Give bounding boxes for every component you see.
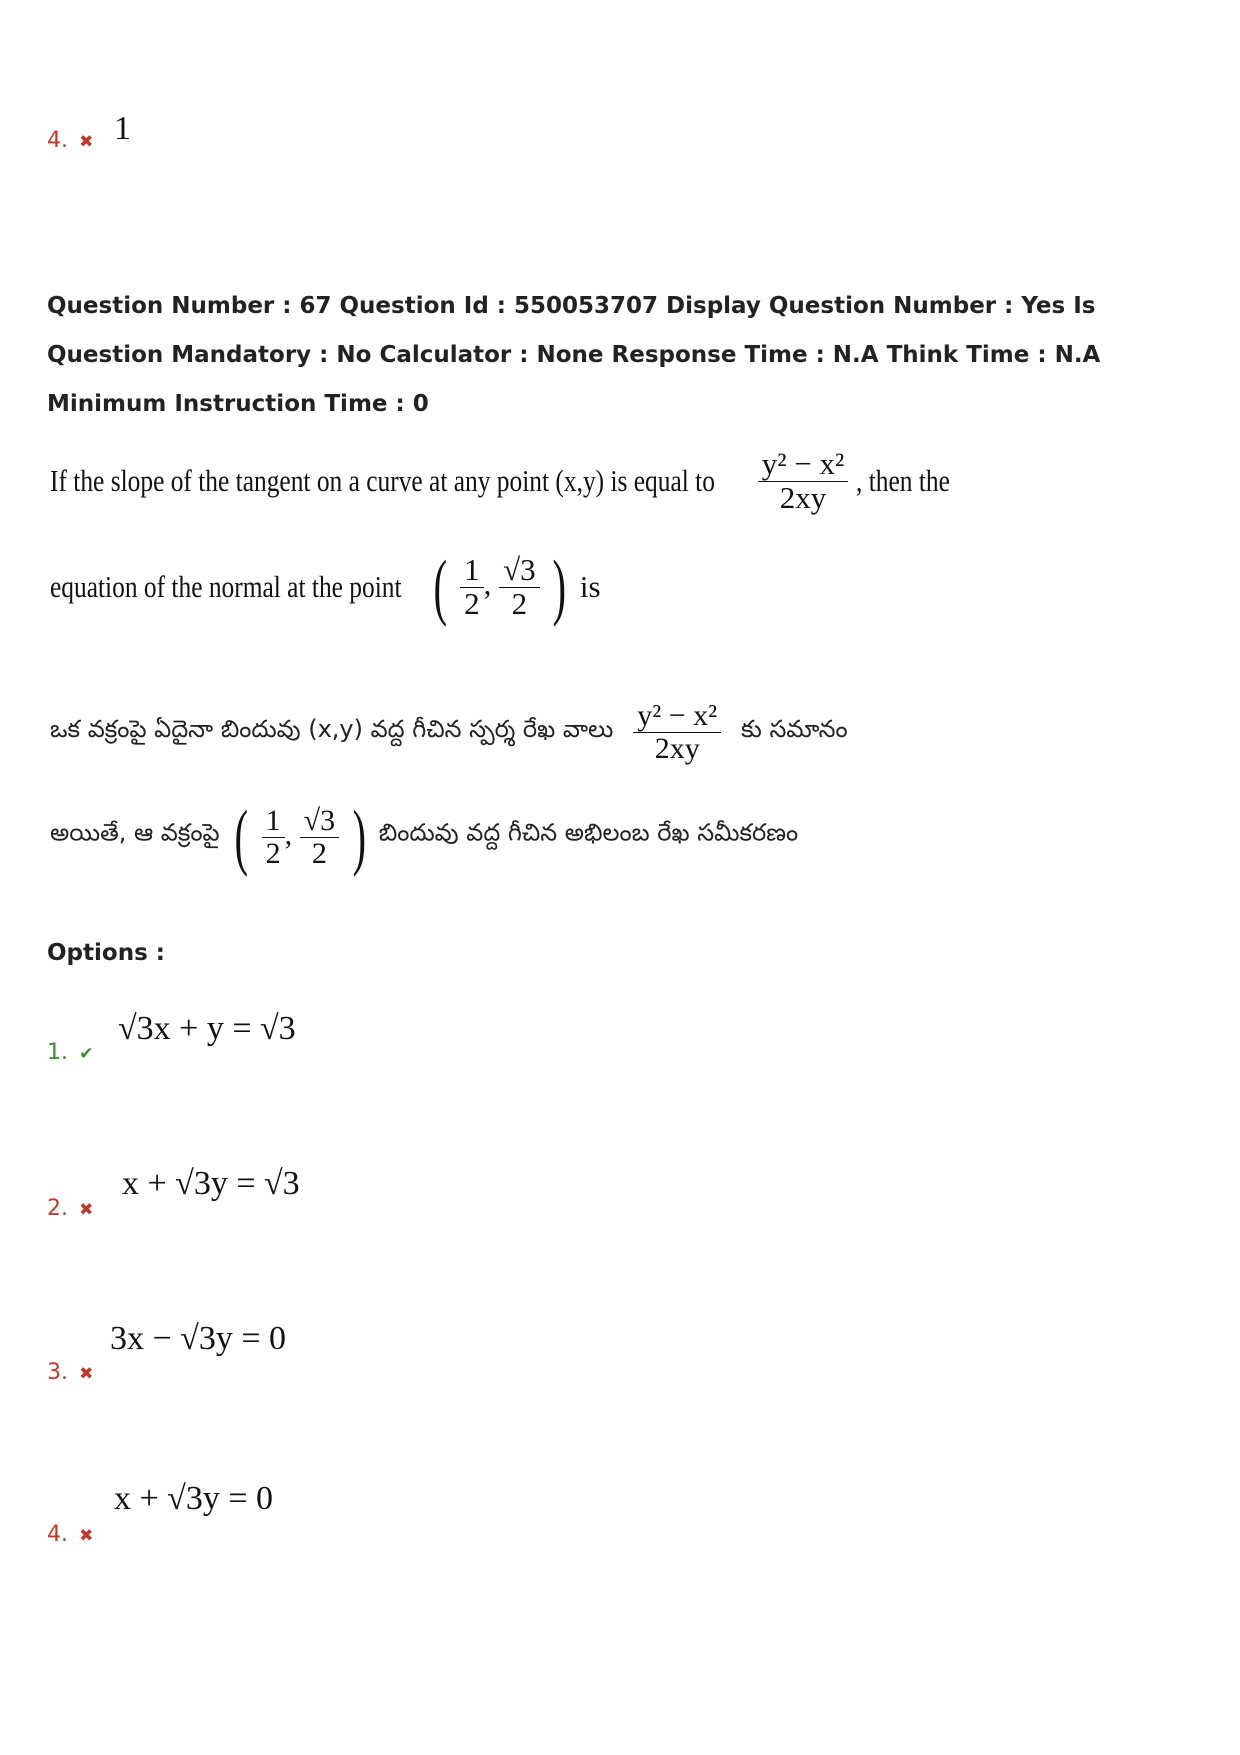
options-label: Options : <box>47 940 165 966</box>
option-number: 3. <box>47 1360 68 1385</box>
option-2-expression: x + √3y = √3 <box>122 1165 300 1202</box>
option-3[interactable] <box>47 1360 93 1385</box>
option-1-expression: √3x + y = √3 <box>118 1010 296 1047</box>
question-header: Question Number : 67 Question Id : 550053707 Display Question Number : Yes Is Question Mandatory : No Calculator : None Response Time : N.A Think Time : N.A Minimum Instruction Time : 0 <box>47 293 1101 417</box>
question-en-line2-text: equation of the normal at the point <box>50 569 402 604</box>
option-4-expression: x + √3y = 0 <box>114 1480 274 1517</box>
option-4[interactable] <box>47 1522 93 1547</box>
point-y-numerator: √3 <box>499 554 540 588</box>
option-2[interactable] <box>47 1196 93 1221</box>
cross-icon: ✖ <box>79 1200 94 1220</box>
cross-icon: ✖ <box>79 132 94 152</box>
question-te-line1-text: ఒక వక్రంపై ఏదైనా బిందువు (x,y) వద్ద గీచిన స్పర్శ రేఖ వాలు <box>50 715 614 743</box>
option-number: 2. <box>47 1196 68 1221</box>
point-x-denominator-te: 2 <box>265 836 281 870</box>
slope-fraction-te <box>633 700 721 764</box>
question-te-line2-text: అయితే, ఆ వక్రంపై <box>50 818 220 847</box>
question-te-line1 <box>50 700 848 764</box>
question-en-line1 <box>50 448 971 514</box>
option-number: 4. <box>47 1522 68 1547</box>
cross-icon: ✖ <box>79 1364 94 1384</box>
question-te-line1-tail: కు సమానం <box>741 715 848 743</box>
point-y-fraction <box>499 551 540 621</box>
slope-numerator: y² − x² <box>758 448 849 482</box>
slope-denominator-te: 2xy <box>654 731 700 765</box>
slope-numerator-te: y² − x² <box>633 700 721 733</box>
point-y-denominator: 2 <box>511 585 528 621</box>
option-1[interactable] <box>47 1040 93 1065</box>
point-x-denominator: 2 <box>464 585 480 621</box>
question-en-line2: equation of the normal at the point ( $\frac{1}{2}$ , $\frac{√3}{2}$ ) is <box>50 546 601 628</box>
point-y-denominator-te: 2 <box>311 836 327 870</box>
point-x-numerator: 1 <box>460 554 484 588</box>
question-en-line1-text: If the slope of the tangent on a curve at any point (x,y) is equal to <box>50 463 715 499</box>
prev-option-4 <box>47 128 93 153</box>
cross-icon: ✖ <box>79 1526 94 1546</box>
question-en-line1-tail: , then the <box>856 463 950 499</box>
option-number: 1. <box>47 1040 68 1065</box>
slope-fraction <box>758 448 849 514</box>
point-x-numerator-te: 1 <box>262 805 285 838</box>
option-3-expression: 3x − √3y = 0 <box>110 1320 287 1357</box>
question-te-line2-tail: బిందువు వద్ద గీచిన అభిలంబ రేఖ సమీకరణం <box>378 818 799 847</box>
question-en-line2-tail: is <box>579 569 601 604</box>
slope-denominator: 2xy <box>779 479 827 515</box>
point-x-fraction-te <box>262 805 285 869</box>
point-y-numerator-te: √3 <box>300 805 339 838</box>
question-te-line2: అయితే, ఆ వక్రంపై ( $\frac{1}{2}$ , $\frac{√3}{2}$ ) బిందువు వద్ద గీచిన అభిలంబ రేఖ సమీకరణం <box>50 796 799 878</box>
point-y-fraction-te <box>300 805 339 869</box>
check-icon: ✔ <box>79 1044 94 1064</box>
option-number: 4. <box>47 128 68 153</box>
prev-option-4-value: 1 <box>114 110 131 147</box>
point-x-fraction <box>460 551 484 621</box>
